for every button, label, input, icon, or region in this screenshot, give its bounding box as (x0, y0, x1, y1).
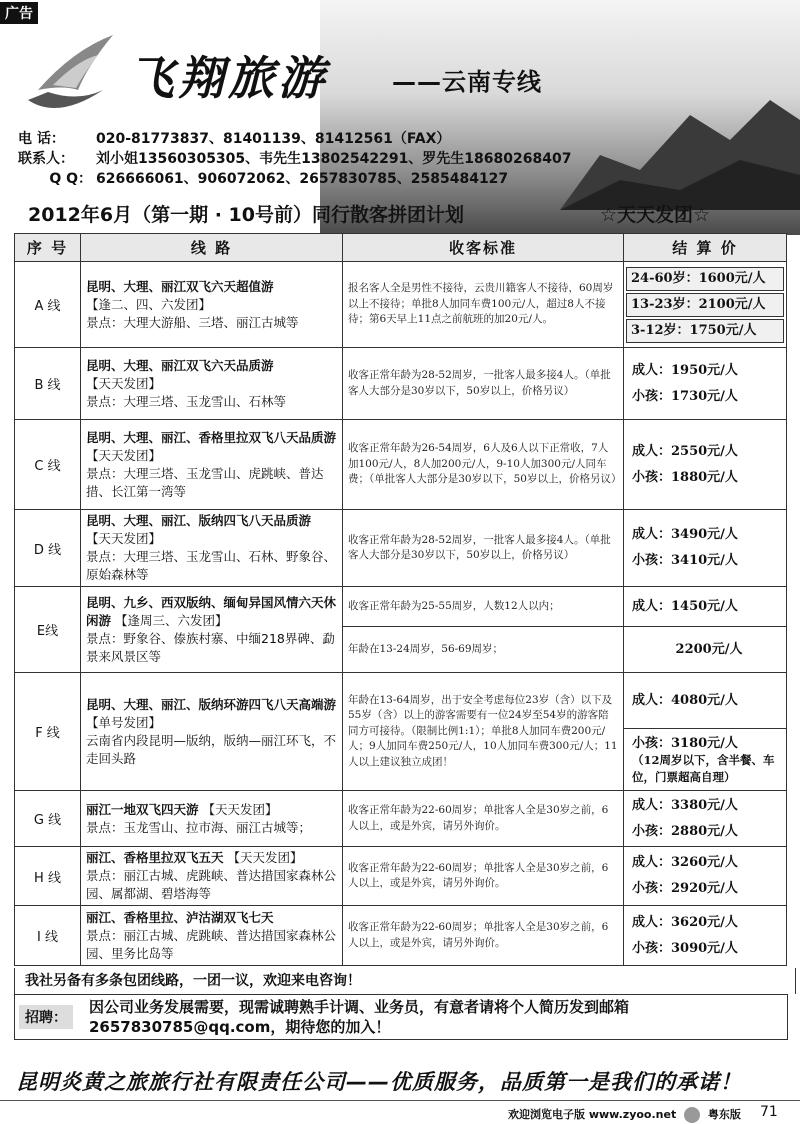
price-item: 3-12岁：1750元/人 (626, 319, 784, 343)
plan-title: 2012年6月（第一期 · 10号前）同行散客拼团计划 (28, 204, 464, 226)
price-item: 小孩：3180元/人 (632, 736, 738, 751)
route-line: 【天天发团】 (227, 850, 303, 865)
route-line: 景点：丽江古城、虎跳峡、普达措国家森林公园、里务比岛等 (86, 927, 337, 961)
route-code: D 线 (15, 510, 81, 587)
route-cell (81, 420, 343, 510)
edition-text: 粤东版 (707, 1108, 741, 1121)
route-code: F 线 (15, 673, 81, 791)
route-standard: 收客正常年龄为28-52周岁，一批客人最多接4人。（单批客人大部分是30岁以下，50岁以上，价格另议） (343, 348, 624, 420)
route-line: 【天天发团】 (86, 531, 162, 546)
edition-badge-icon (684, 1107, 700, 1123)
route-line: 景点：野象谷、傣族村寨、中缅218界碑、勐景来风景区等 (86, 630, 335, 664)
route-line: 云南省内段昆明—版纳，版纳—丽江环飞，不走回头路 (86, 732, 337, 766)
route-line: 景点：大理大游船、三塔、丽江古城等 (86, 314, 299, 330)
route-price (624, 587, 787, 627)
route-line: 景点：大理三塔、玉龙雪山、石林、野象谷、原始森林等 (86, 549, 337, 582)
contact-qq (18, 168, 508, 188)
site-text: 欢迎浏览电子版 www.zyoo.net (508, 1108, 677, 1121)
route-code: E线 (15, 587, 81, 673)
route-code: C 线 (15, 420, 81, 510)
route-price (624, 847, 787, 906)
route-name: 丽江一地双飞四天游 (86, 801, 199, 817)
price-item: 24-60岁：1600元/人 (626, 267, 784, 291)
route-line: 【单号发团】 (86, 714, 162, 730)
route-name: 昆明、大理、丽江双飞六天超值游 (86, 278, 274, 294)
header-code: 序 号 (15, 234, 81, 262)
route-line: 景点：大理三塔、玉龙雪山、石林等 (86, 393, 287, 409)
page-number: 71 (760, 1104, 778, 1120)
route-line: 【逢二、四、六发团】 (86, 296, 212, 312)
recruit-label: 招聘： (19, 1005, 73, 1029)
route-standard: 收客正常年龄为28-52周岁，一批客人最多接4人。（单批客人大部分是30岁以下，50岁以上，价格另议） (343, 510, 624, 587)
header-route: 线 路 (81, 234, 343, 262)
price-item: 成人：3620元/人 (632, 914, 738, 930)
route-line: 景点：丽江古城、虎跳峡、普达措国家森林公园、属都湖、碧塔海等 (86, 868, 337, 901)
brand-subtitle: ——云南专线 (392, 68, 542, 96)
route-line: 【天天发团】 (86, 375, 162, 391)
route-price-secondary (624, 627, 787, 673)
table-row (15, 906, 787, 966)
plan-tag: ☆天天发团☆ (600, 204, 711, 226)
route-code: H 线 (15, 847, 81, 906)
route-table (14, 233, 786, 966)
price-item: 成人：3380元/人 (632, 797, 738, 813)
contact-value: 刘小姐13560305305、韦先生13802542291、罗先生18680268407 (96, 151, 572, 167)
route-line: 【逢周三、六发团】 (115, 612, 228, 628)
group-tour-note: 我社另备有多条包团线路，一团一议，欢迎来电咨询！ (14, 968, 796, 994)
price-item: 成人：2550元/人 (632, 443, 738, 459)
table-row (15, 673, 787, 729)
price-item: 成人：1450元/人 (632, 598, 738, 614)
route-cell (81, 587, 343, 673)
price-item: 小孩：1880元/人 (632, 469, 738, 485)
price-item: 13-23岁：2100元/人 (626, 293, 784, 317)
route-price (624, 673, 787, 729)
route-price (624, 510, 787, 587)
route-code: I 线 (15, 906, 81, 966)
route-cell (81, 847, 343, 906)
contact-label: 联系人： (18, 151, 74, 167)
route-cell (81, 791, 343, 847)
header-price: 结 算 价 (624, 234, 787, 262)
company-slogan: 昆明炎黄之旅旅行社有限责任公司——优质服务，品质第一是我们的承诺！ (16, 1070, 742, 1094)
route-price (624, 420, 787, 510)
route-name: 丽江、香格里拉、泸沽湖双飞七天 (86, 909, 274, 925)
route-price (624, 906, 787, 966)
recruitment-box (14, 994, 788, 1040)
route-price-secondary (624, 729, 787, 791)
route-name: 昆明、九乡、西双版纳、缅甸异国风情六天休闲游 (86, 594, 337, 628)
route-name: 昆明、大理、丽江、版纳环游四飞八天高端游 (86, 696, 337, 712)
price-item: 小孩：3410元/人 (632, 553, 738, 568)
price-item: 成人：4080元/人 (632, 692, 738, 708)
route-standard: 收客正常年龄为22-60周岁；单批客人全是30岁之前，6人以上，或是外宾，请另外询价。 (343, 906, 624, 966)
ad-label-left: 广告 (0, 2, 38, 24)
route-line: 景点：玉龙雪山、拉市海、丽江古城等； (86, 819, 312, 835)
table-row (15, 847, 787, 906)
route-name: 昆明、大理、丽江、版纳四飞八天品质游 (86, 513, 312, 528)
price-item: 小孩：2920元/人 (632, 881, 738, 896)
footer-divider (0, 1100, 800, 1101)
price-item: 成人：3260元/人 (632, 855, 738, 870)
table-row (15, 262, 787, 348)
route-standard: 收客正常年龄为22-60周岁；单批客人全是30岁之前，6人以上，或是外宾，请另外询价。 (343, 847, 624, 906)
footer-site (508, 1106, 741, 1123)
route-standard-secondary: 年龄在13-24周岁，56-69周岁； (343, 627, 624, 673)
wing-logo-icon (18, 30, 118, 125)
route-price (624, 791, 787, 847)
price-item: 小孩：2880元/人 (632, 823, 738, 839)
route-standard: 年龄在13-64周岁，出于安全考虑每位23岁（含）以下及55岁（含）以上的游客需要有一位24岁至54岁的游客陪同方可接待。（限制比例1:1）；单批8人加同车费200元/人；9人加同车费250元/人，10人加同车费300元/人；11人以上建议独立成团！ (343, 673, 624, 791)
route-standard: 收客正常年龄为25-55周岁，人数12人以内； (343, 587, 624, 627)
route-standard: 报名客人全是男性不接待，云贵川籍客人不接待，60周岁以上不接待；单批8人加同车费100元/人，超过8人不接待；第6天早上11点之前航班的加20元/人。 (343, 262, 624, 348)
table-row (15, 791, 787, 847)
brand-name: 飞翔旅游 (128, 51, 328, 105)
route-code: G 线 (15, 791, 81, 847)
contact-value: 626666061、906072062、2657830785、2585484127 (96, 171, 509, 187)
route-cell (81, 673, 343, 791)
route-name: 昆明、大理、丽江双飞六天品质游 (86, 357, 274, 373)
table-row (15, 587, 787, 627)
route-name: 昆明、大理、丽江、香格里拉双飞八天品质游 (86, 429, 337, 445)
price-note: （12周岁以下，含半餐、车位，门票超高自理） (632, 753, 775, 784)
route-line: 景点：大理三塔、玉龙雪山、虎跳峡、普达措、长江第一湾等 (86, 465, 324, 499)
mountain-illustration (560, 60, 800, 210)
route-line: 【天天发团】 (86, 447, 162, 463)
price-item: 2200元/人 (675, 641, 743, 657)
contact-phone (18, 128, 450, 148)
table-header-row (15, 234, 787, 262)
route-line: 【天天发团】 (202, 801, 278, 817)
route-standard: 收客正常年龄为22-60周岁；单批客人全是30岁之前，6人以上，或是外宾，请另外询价。 (343, 791, 624, 847)
route-code: A 线 (15, 262, 81, 348)
price-item: 小孩：1730元/人 (632, 388, 738, 404)
price-item: 成人：1950元/人 (632, 362, 738, 378)
route-code: B 线 (15, 348, 81, 420)
recruit-text: 因公司业务发展需要，现需诚聘熟手计调、业务员，有意者请将个人简历发到邮箱 2657830785@qq.com，期待您的加入！ (89, 998, 630, 1036)
route-price (624, 262, 787, 348)
contact-label: Q Q： (49, 171, 92, 187)
price-item: 成人：3490元/人 (632, 527, 738, 542)
table-row (15, 510, 787, 587)
contact-person (18, 148, 571, 168)
route-cell (81, 510, 343, 587)
table-row (15, 420, 787, 510)
contact-label: 电 话： (18, 131, 65, 147)
price-item: 小孩：3090元/人 (632, 940, 738, 956)
route-cell (81, 348, 343, 420)
route-price (624, 348, 787, 420)
header-standard: 收客标准 (343, 234, 624, 262)
route-cell (81, 906, 343, 966)
table-row (15, 348, 787, 420)
contact-value: 020-81773837、81401139、81412561（FAX） (96, 131, 451, 147)
route-standard: 收客正常年龄为26-54周岁，6人及6人以下正常收，7人加100元/人，8人加200元/人，9-10人加300元/人同车费；（单批客人大部分是30岁以下，50岁以上，价格另议） (343, 420, 624, 510)
route-cell (81, 262, 343, 348)
route-name: 丽江、香格里拉双飞五天 (86, 850, 224, 865)
